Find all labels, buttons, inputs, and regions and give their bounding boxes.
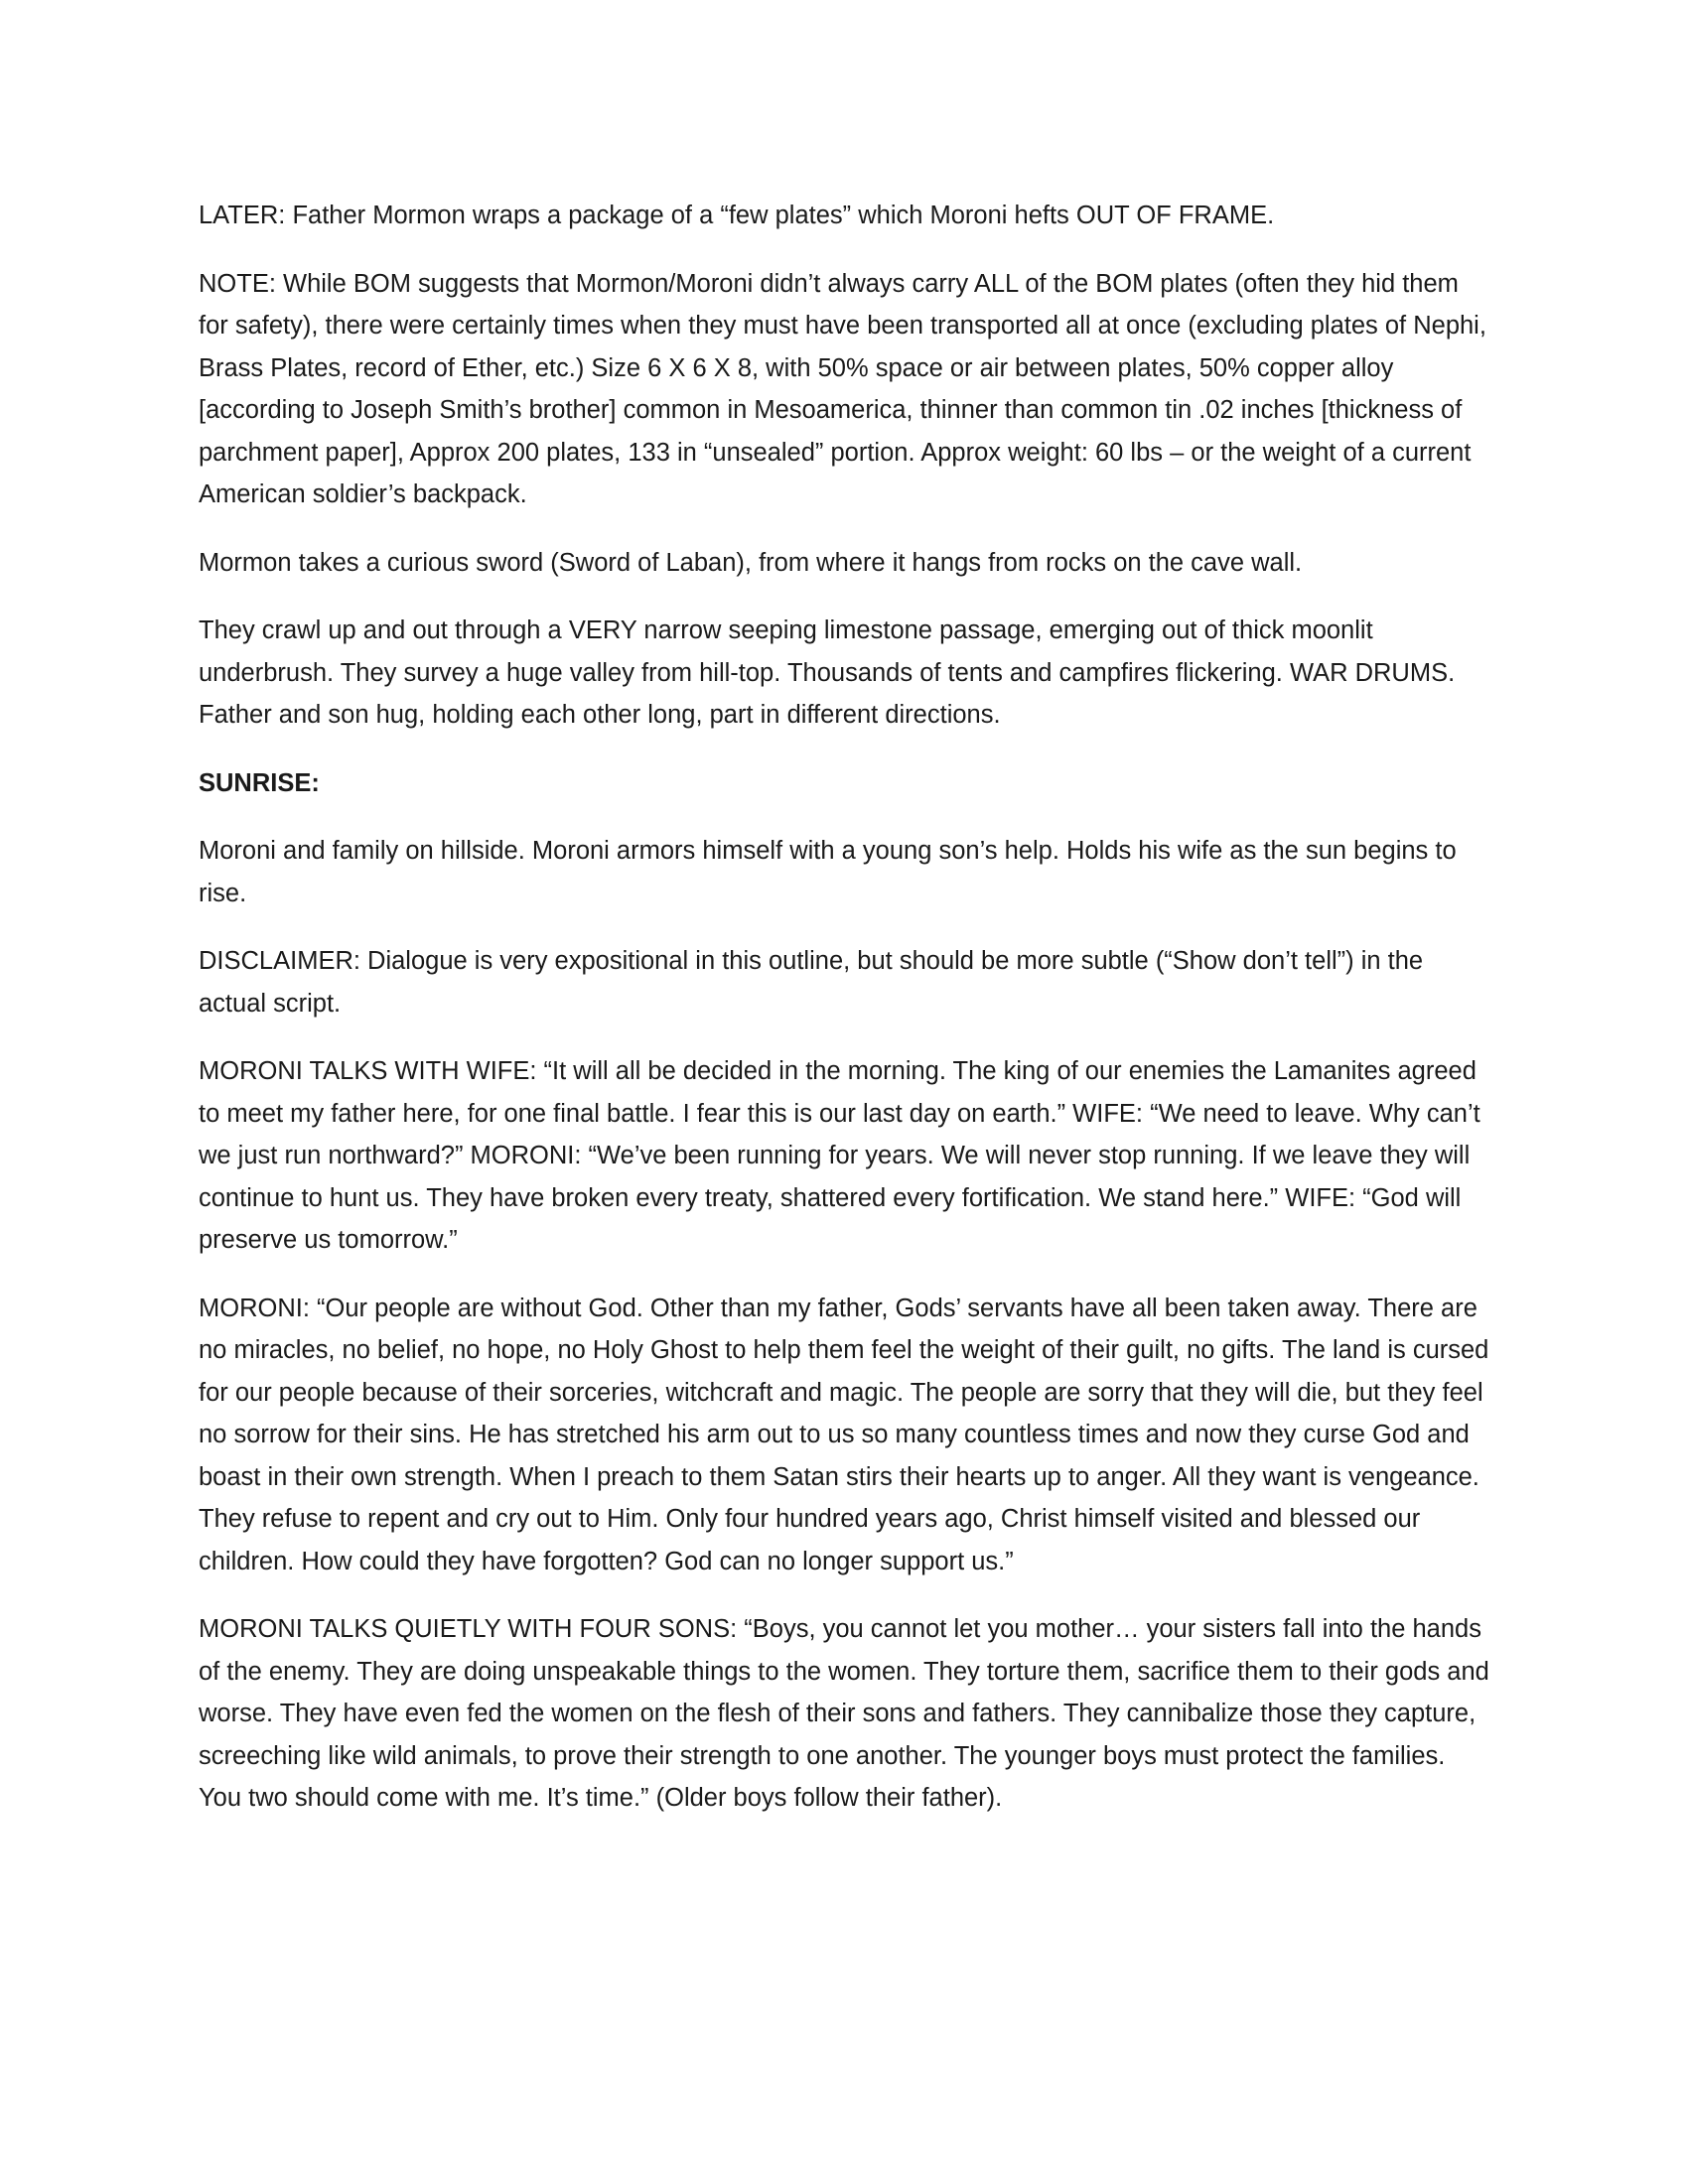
paragraph-note: NOTE: While BOM suggests that Mormon/Moroni didn’t always carry ALL of the BOM plates (often they hid them for safety), there were certainly times when they must have been transported all at once (excluding plates of Nephi, Brass Plates, record of Ether, etc.) Size 6 X 6 X 8, with 50% space or air between plates, 50% copper alloy [according to Joseph Smith’s brother] common in Mesoamerica, thinner than common tin .02 inches [thickness of parchment paper], Approx 200 plates, 133 in “unsealed” portion. Approx weight: 60 lbs – or the weight of a current American soldier’s backpack.	[199, 269, 1486, 508]
paragraph-crawl: They crawl up and out through a VERY narrow seeping limestone passage, emerging out of thick moonlit underbrush. They survey a huge valley from hill-top. Thousands of tents and campfires flickering. WAR DRUMS. Father and son hug, holding each other long, part in different directions.	[199, 616, 1456, 729]
document-page	[199, 195, 1489, 1845]
paragraph-family: Moroni and family on hillside. Moroni armors himself with a young son’s help. Holds his wife as the sun begins to rise.	[199, 837, 1457, 907]
paragraph-moroni-without-god: MORONI: “Our people are without God. Other than my father, Gods’ servants have all been taken away. There are no miracles, no belief, no hope, no Holy Ghost to help them feel the weight of their guilt, no gifts. The land is cursed for our people because of their sorceries, witchcraft and magic. The people are sorry that they will die, but they feel no sorrow for their sins. He has stretched his arm out to us so many countless times and now they curse God and boast in their own strength. When I preach to them Satan stirs their hearts up to anger. All they want is vengeance. They refuse to repent and cry out to Him. Only four hundred years ago, Christ himself visited and blessed our children. How could they have forgotten? God can no longer support us.”	[199, 1294, 1489, 1575]
paragraph-sword: Mormon takes a curious sword (Sword of Laban), from where it hangs from rocks on the cave wall.	[199, 548, 1303, 577]
paragraph-moroni-wife: MORONI TALKS WITH WIFE: “It will all be decided in the morning. The king of our enemies the Lamanites agreed to meet my father here, for one final battle. I fear this is our last day on earth.” WIFE: “We need to leave. Why can’t we just run northward?” MORONI: “We’ve been running for years. We will never stop running. If we leave they will continue to hunt us. They have broken every treaty, shattered every fortification. We stand here.” WIFE: “God will preserve us tomorrow.”	[199, 1057, 1480, 1254]
paragraph-later: LATER: Father Mormon wraps a package of a “few plates” which Moroni hefts OUT OF FRAME.	[199, 202, 1275, 229]
paragraph-moroni-sons: MORONI TALKS QUIETLY WITH FOUR SONS: “Boys, you cannot let you mother… your sisters fall into the hands of the enemy. They are doing unspeakable things to the women. They torture them, sacrifice them to their gods and worse. They have even fed the women on the flesh of their sons and fathers. They cannibalize those they capture, screeching like wild animals, to prove their strength to one another. The younger boys must protect the families. You two should come with me. It’s time.” (Older boys follow their father).	[199, 1615, 1489, 1812]
section-heading-sunrise: SUNRISE:	[199, 768, 320, 797]
paragraph-disclaimer: DISCLAIMER: Dialogue is very expositional in this outline, but should be more subtle (“Show don’t tell”) in the actual script.	[199, 947, 1424, 1018]
